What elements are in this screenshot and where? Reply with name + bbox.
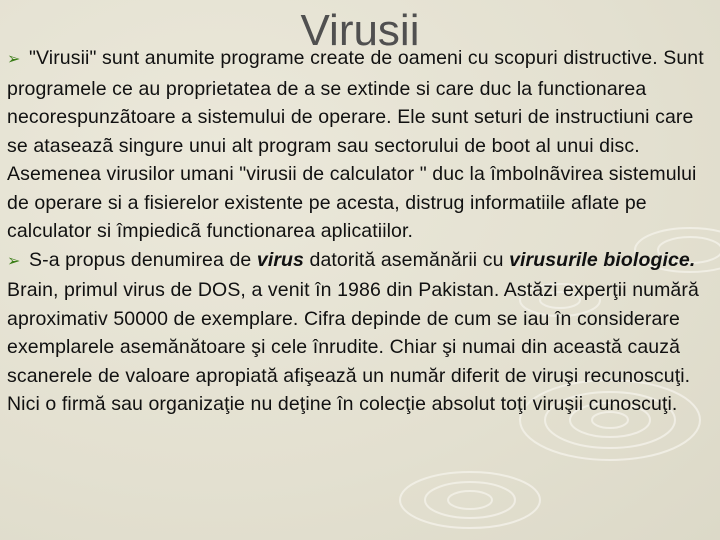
bullet-paragraph-1 <box>7 44 713 246</box>
paragraph-2-mid: datorită asemănării cu <box>303 248 510 271</box>
paragraph-2-rest: Brain, primul virus de DOS, a venit în 1986 din Pakistan. Astăzi experţii numără aproximativ 50000 de exemplare. Cifra depinde de cum se iau în considerare exemplarele asemănătoare şi cele înrudite. Chiar şi numai din această cauză scanerele de valoare apropiată afişează un număr diferit de viruşi recunoscuţi. Nici o firmă sau organizaţie nu deţine în colecţie absolut toţi viruşii cunoscuţi. <box>7 279 699 415</box>
slide-title: Virusii <box>300 6 420 55</box>
bullet-paragraph-2 <box>7 246 713 419</box>
emphasis-virus: virus <box>256 248 304 271</box>
bullet-arrow-icon: ➢ <box>7 51 21 68</box>
paragraph-2-lead: S-a propus denumirea de <box>29 248 257 271</box>
paragraph-1-text: "Virusii" sunt anumite programe create de oameni cu scopuri distructive. Sunt programele ce au proprietatea de a se extinde si care duc la functionarea necorespunzãtoare a sistemului de operare. Ele sunt seturi de instructiuni care se ataseazã singure unui alt program sau sectorului de boot al unui disc. Asemenea virusilor umani "virusii de calculator " duc la îmbolnãvirea sistemului de operare si a fisierelor existente pe acesta, distrug informatiile aflate pe calculator si împiedicã functionarea aplicatiilor. <box>7 47 704 242</box>
slide-body <box>7 44 713 419</box>
emphasis-biological-viruses: virusurile biologice. <box>509 248 696 271</box>
bullet-arrow-icon: ➢ <box>7 252 21 270</box>
